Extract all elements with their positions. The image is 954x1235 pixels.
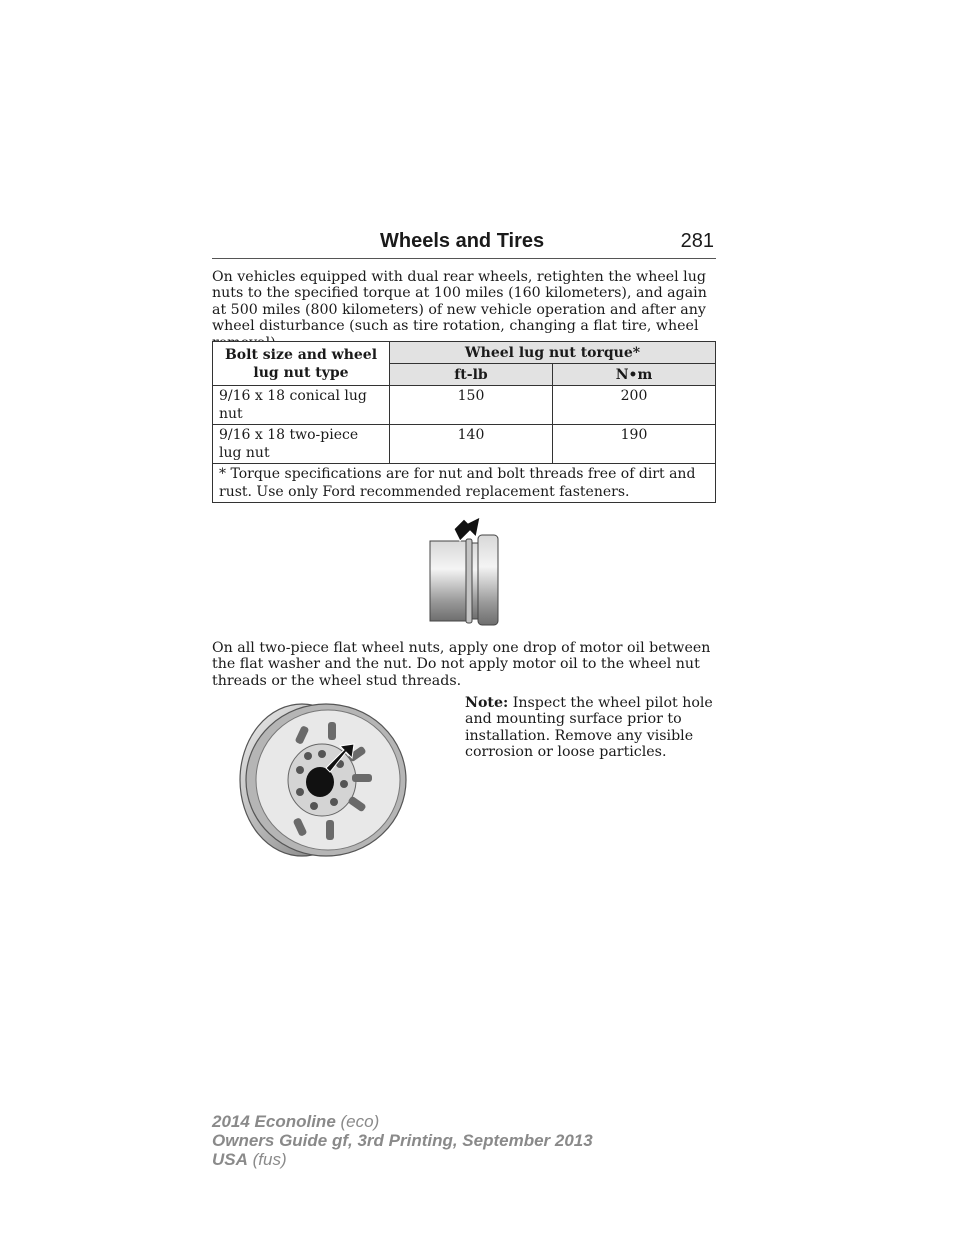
- nm-header: N•m: [553, 364, 716, 386]
- footer-line-printing: Owners Guide gf, 3rd Printing, September 2013: [212, 1131, 593, 1150]
- footer-line-model: 2014 Econoline (eco): [212, 1112, 380, 1131]
- ftlb-header: ft-lb: [390, 364, 553, 386]
- lug-nut-type-cell: 9/16 x 18 conical lug nut: [213, 386, 390, 425]
- note-label: Note:: [465, 695, 509, 711]
- intro-paragraph: On vehicles equipped with dual rear wheels, retighten the wheel lug nuts to the specified torque at 100 miles (160 kilometers), and again at 500 miles (800 kilometers) of new vehicle operation and after any wheel disturbance (such as tire rotation, changing a flat tire, wheel: [212, 269, 707, 335]
- bolt-size-header: Bolt size and wheel lug nut type: [213, 342, 390, 386]
- torque-group-header: Wheel lug nut torque*: [390, 342, 716, 364]
- page-header: [212, 228, 716, 259]
- note-text: Inspect the wheel pilot hole and mounting surface prior to installation. Remove any visible corrosion or loose particles.: [465, 695, 713, 761]
- table-row: [213, 386, 716, 425]
- torque-table: [212, 341, 716, 503]
- note-paragraph: [465, 695, 715, 761]
- ftlb-cell: 150: [390, 386, 553, 425]
- wheel-pilot-hole-illustration: [236, 700, 414, 860]
- table-footnote: * Torque specifications are for nut and bolt threads free of dirt and rust. Use only Ford recommended replacement fasteners.: [213, 464, 716, 503]
- page-number: 281: [680, 230, 714, 252]
- lug-nut-type-cell: 9/16 x 18 two-piece lug nut: [213, 425, 390, 464]
- nm-cell: 190: [553, 425, 716, 464]
- page-footer: [212, 1112, 593, 1169]
- nm-cell: 200: [553, 386, 716, 425]
- footer-line-market: USA (fus): [212, 1150, 287, 1169]
- ftlb-cell: 140: [390, 425, 553, 464]
- lug-nut-illustration: [428, 515, 508, 627]
- table-row: [213, 425, 716, 464]
- section-title: Wheels and Tires: [380, 230, 545, 252]
- oil-instruction-paragraph: On all two-piece flat wheel nuts, apply one drop of motor oil between the flat washer and the nut. Do not apply motor oil to the wheel nut threads or the wheel stud threads.: [212, 640, 711, 689]
